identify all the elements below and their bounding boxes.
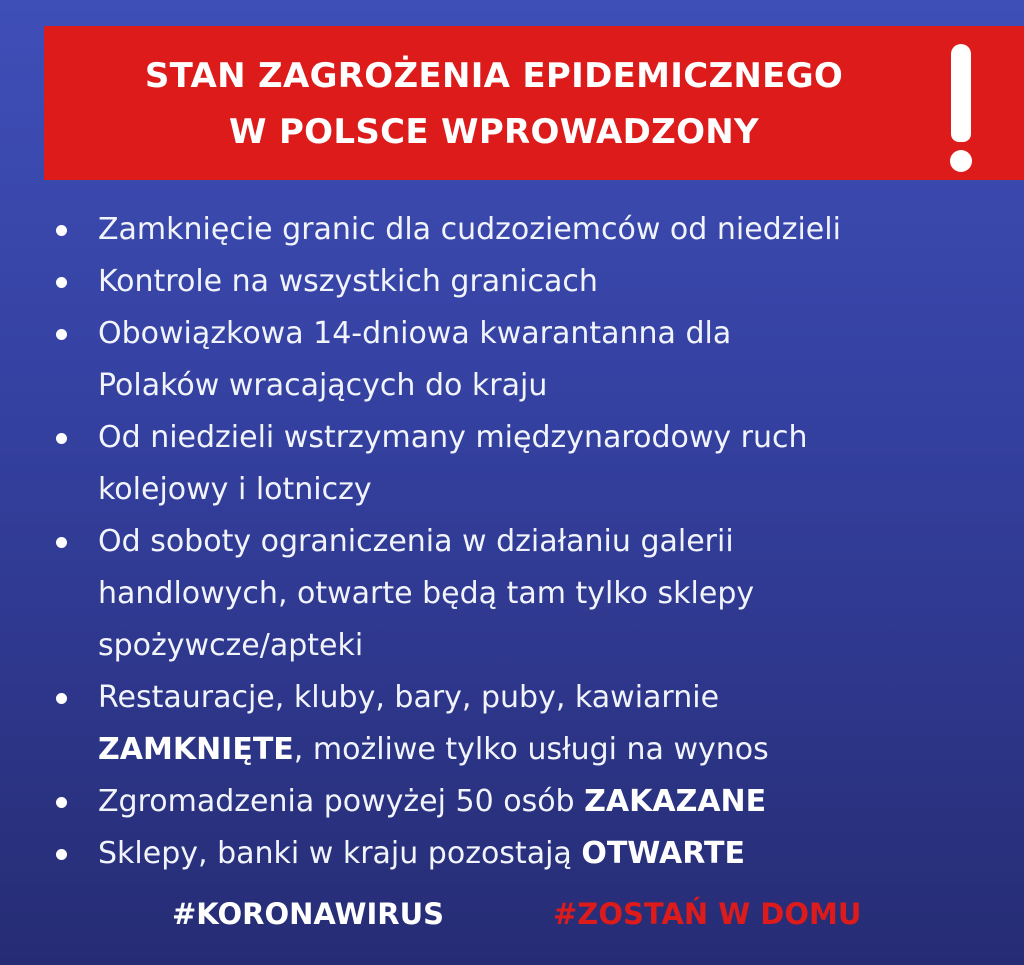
bullet-dot <box>56 693 67 704</box>
list-item <box>50 256 1010 308</box>
emphasis-open: OTWARTE <box>581 836 745 871</box>
bullet-dot <box>56 433 67 444</box>
bullet-dot <box>56 225 67 236</box>
list-item <box>50 412 1010 516</box>
list-item-text: kolejowy i lotniczy <box>98 472 372 507</box>
list-item-text <box>98 776 1010 828</box>
list-item-text: Polaków wracających do kraju <box>98 368 548 403</box>
list-item-text-main: Zgromadzenia powyżej 50 osób <box>98 784 585 819</box>
list-item-text-rest: , możliwe tylko usługi na wynos <box>293 732 769 767</box>
list-item <box>50 204 1010 256</box>
emphasis-closed: ZAMKNIĘTE <box>98 732 294 767</box>
list-item-text: Restauracje, kluby, bary, puby, kawiarnie <box>98 680 720 715</box>
list-item <box>50 776 1010 828</box>
hashtag-koronawirus: #KORONAWIRUS <box>172 897 445 931</box>
list-item <box>50 308 1010 412</box>
exclamation-dot <box>950 150 972 172</box>
list-item <box>50 516 1010 672</box>
bullet-dot <box>56 537 67 548</box>
list-item-text: handlowych, otwarte będą tam tylko sklepy <box>98 576 755 611</box>
bullet-dot <box>56 329 67 340</box>
list-item <box>50 828 1010 880</box>
emphasis-banned: ZAKAZANE <box>584 784 767 819</box>
bullet-dot <box>56 849 67 860</box>
bullet-dot <box>56 797 67 808</box>
banner-title <box>44 48 944 160</box>
bullet-dot <box>56 277 67 288</box>
list-item-text: Od niedzieli wstrzymany międzynarodowy ruch <box>98 420 808 455</box>
hashtag-zostan-w-domu: #ZOSTAŃ W DOMU <box>553 897 862 931</box>
bullet-list <box>50 204 1010 880</box>
list-item-text: Od soboty ograniczenia w działaniu galerii <box>98 524 734 559</box>
list-item-text: Zamknięcie granic dla cudzoziemców od niedzieli <box>98 212 841 247</box>
list-item-text: spożywcze/apteki <box>98 628 364 663</box>
header-banner <box>44 26 1024 180</box>
list-item-text: Kontrole na wszystkich granicach <box>98 264 598 299</box>
exclamation-bar <box>951 44 971 142</box>
banner-title-line-2: W POLSCE WPROWADZONY <box>229 112 759 152</box>
exclamation-icon <box>949 44 973 174</box>
list-item-text <box>98 828 1010 880</box>
list-item-text-main: Sklepy, banki w kraju pozostają <box>98 836 582 871</box>
list-item-text <box>98 724 1010 776</box>
list-item <box>50 672 1010 776</box>
banner-title-line-1: STAN ZAGROŻENIA EPIDEMICZNEGO <box>144 56 844 96</box>
list-item-text: Obowiązkowa 14-dniowa kwarantanna dla <box>98 316 732 351</box>
